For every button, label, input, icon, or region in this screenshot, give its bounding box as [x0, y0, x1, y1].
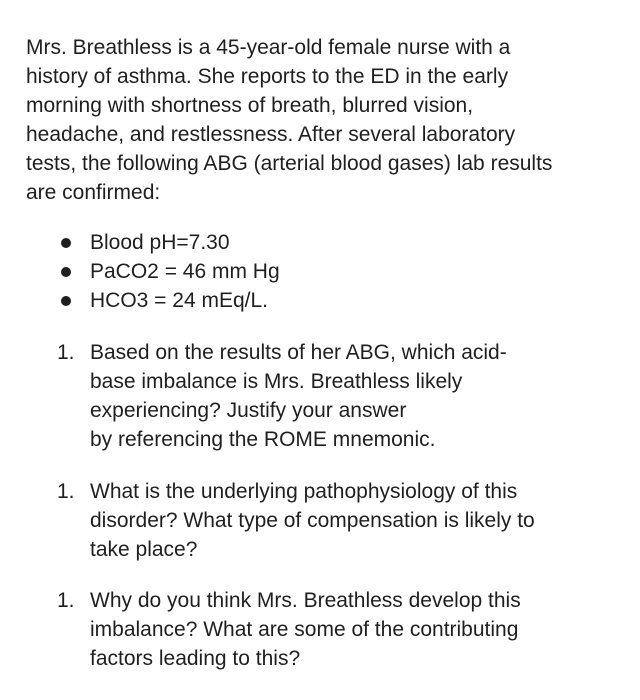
bullet-icon — [61, 267, 71, 277]
question-line: experiencing? Justify your answer — [90, 399, 407, 422]
question-line: disorder? What type of compensation is likely to — [90, 509, 535, 532]
question-text — [90, 477, 535, 564]
intro-line: history of asthma. She reports to the ED in the early — [26, 65, 509, 88]
intro-line: tests, the following ABG (arterial blood gases) lab results — [26, 152, 553, 175]
question-line: Why do you think Mrs. Breathless develop this — [90, 589, 521, 612]
abg-result-item — [0, 257, 280, 286]
case-intro-paragraph — [26, 33, 632, 207]
abg-result-item — [0, 286, 280, 315]
abg-results-list — [0, 228, 280, 315]
intro-line: are confirmed: — [26, 181, 161, 204]
intro-line: Mrs. Breathless is a 45-year-old female nurse with a — [26, 36, 511, 59]
question-text — [90, 338, 507, 454]
abg-result-item — [0, 228, 280, 257]
question-line: factors leading to this? — [90, 647, 301, 670]
question-line: take place? — [90, 538, 198, 561]
question-line: What is the underlying pathophysiology of this — [90, 480, 518, 503]
bullet-icon — [61, 238, 71, 248]
question-line: base imbalance is Mrs. Breathless likely — [90, 370, 463, 393]
abg-result-text: Blood pH=7.30 — [90, 231, 230, 254]
intro-line: morning with shortness of breath, blurred vision, — [26, 94, 474, 117]
question-number: 1. — [57, 341, 75, 364]
question-line: by referencing the ROME mnemonic. — [90, 428, 436, 451]
question-line: Based on the results of her ABG, which acid- — [90, 341, 507, 364]
bullet-icon — [61, 296, 71, 306]
question-line: imbalance? What are some of the contributing — [90, 618, 519, 641]
question-number: 1. — [57, 589, 75, 612]
question-number: 1. — [57, 480, 75, 503]
abg-result-text: HCO3 = 24 mEq/L. — [90, 289, 268, 312]
intro-line: headache, and restlessness. After several laboratory — [26, 123, 516, 146]
question-text — [90, 586, 521, 673]
abg-result-text: PaCO2 = 46 mm Hg — [90, 260, 280, 283]
